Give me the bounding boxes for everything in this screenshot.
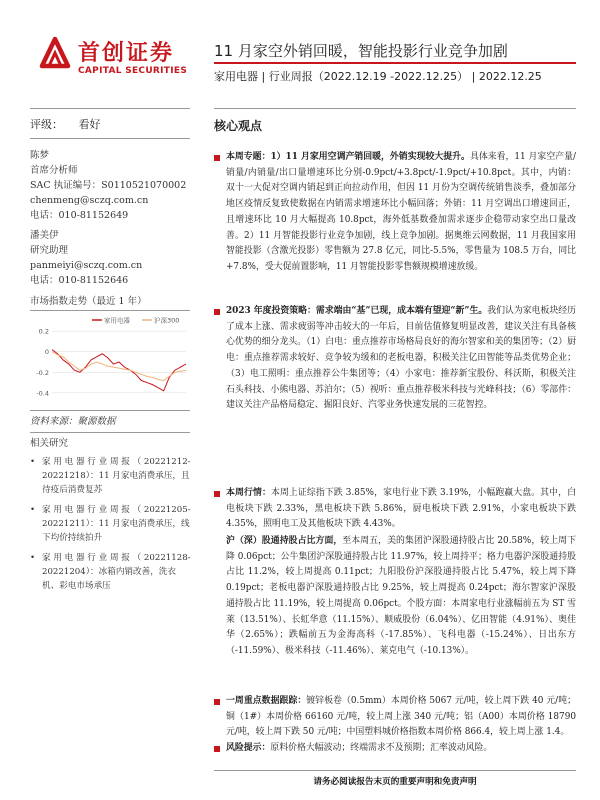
chart-svg bbox=[30, 314, 190, 404]
y-tick-label: -0.2 bbox=[36, 368, 49, 377]
data-source: 资料来源：聚源数据 bbox=[30, 416, 116, 427]
bullet-icon: • bbox=[30, 505, 36, 515]
paragraph-body: 具体来看，11 月家空产量/销量/内销量/出口量增速环比分别-0.9pct/+3.8pct/-1.9pct/+10.8pct。其中，内销：双十一大促对空调内销起到正向拉动作用，但因 11 月份为空调传统销售淡季，叠加部分地区疫情反复致使数据在内销需求增速环比小幅回落；外销：11 月空调出口增速回正，且增速环比 10 月大幅提高 10.8pct，海外低基数叠加需求逐步企稳带动家空出口量改善。2）11 月智能投影行业竞争加剧，线上竞争加剧。据奥维云网数据，11 月我国家用智能投影（含激光投影）零售额为 27.8 亿元，同比-5.5%，零售量为 108.5 万台，同比+7.8%，受大促前置影响，11 月智能投影零售额规模增速放缓。 bbox=[226, 152, 576, 272]
paragraph-body: 至本周五，美的集团沪深股通持股占比 20.58%，较上周下降 0.06pct；公牛集团沪深股通持股占比 11.97%，较上周持平；格力电器沪深股通持股占比 11.2%，较上周提高 0.11pct；九阳股份沪深股通持股占比 5.47%，较上周下降 0.19pct；老板电器沪深股通持股占比 9.25%，较上周提高 0.24pct；海尔智家沪深股通持股占比 11.19%，较上周提高 0.06pct。个股方面：本周家电行业涨幅前五为 ST 雪莱（13.51%）、长虹华意（11.15%）、顺威股份（6.04%）、亿田智能（4.91%）、奥佳华（2.65%）；跌幅前五为金海高科（-17.85%）、飞科电器（-15.24%）、日出东方（-11.59%）、极米科技（-11.46%）、莱克电气（-10.13%）。 bbox=[226, 536, 576, 656]
paragraph-body: 我们认为家电板块经历了成本上涨、需求疲弱等冲击较大的一年后，目前估值修复明显改善，建议关注有具备核心优势的细分龙头。（1）白电：重点推荐市场格局良好的海尔智家和美的集团等；（2）厨电：重点推荐需求较好、竞争较为缓和的老板电器，积极关注亿田智能等品类优势企业；（3）电工照明：重点推荐公牛集团等；（4）小家电：推荐新宝股份、科沃斯，积极关注石头科技、小熊电器、苏泊尔；（5）视听：重点推荐极米科技与光峰科技；（6）零部件：建议关注产品格局稳定、掘阳良好、汽零业务快速发展的三花智控。 bbox=[226, 306, 576, 411]
paragraph-body: 镀锌板卷（0.5mm）本周价格 5067 元/吨，较上周下跌 40 元/吨；铜（1#）本周价格 66160 元/吨，较上周上涨 340 元/吨；铝（A00）本周价格 18790 元/吨，较上周下跌 50 元/吨；中国塑料城价格指数本周价格 866.4，较上周上涨 1.4。 bbox=[226, 696, 577, 738]
analyst-2-name: 潘美伊 bbox=[30, 230, 59, 241]
analyst-2-phone: 电话：010-81152646 bbox=[30, 275, 129, 286]
related-heading: 相关研究 bbox=[30, 438, 69, 449]
series-line-2 bbox=[52, 352, 186, 381]
paragraph-strategy bbox=[214, 304, 576, 414]
core-views-heading: 核心观点 bbox=[214, 119, 263, 133]
related-item-3[interactable]: • 家 用 电 器 行 业 周 报 （ 20221128-20221204）：冰箱内销改善，洗衣机、彩电市场承压 bbox=[30, 553, 191, 591]
analyst-2 bbox=[30, 228, 142, 288]
related-item-1[interactable]: • 家 用 电 器 行 业 周 报 （ 20221212-20221218）：11 月家电消费承压，且待疫后消费复苏 bbox=[30, 457, 191, 495]
square-bullet-icon bbox=[214, 309, 220, 315]
right-top-divider bbox=[214, 108, 576, 109]
analyst-1-sac: SAC 执证编号：S0110521070002 bbox=[30, 180, 187, 191]
title-divider bbox=[214, 62, 576, 64]
analyst-2-email[interactable]: panmeiyi@sczq.com.cn bbox=[30, 260, 143, 271]
logo-mark-icon bbox=[38, 36, 72, 70]
paragraph-body: 本周上证综指下跌 3.85%，家电行业下跌 3.19%，小幅跑赢大盘。其中，白电板块下跌 2.33%，黑电板块下跌 5.86%，厨电板块下跌 2.91%，小家电板块下跌 4.35%，照明电工及其他板块下跌 4.43%。 bbox=[226, 488, 577, 530]
rating-value: 看好 bbox=[78, 118, 101, 131]
square-bullet-icon bbox=[214, 155, 220, 161]
rating bbox=[30, 116, 101, 132]
legend-label: 沪深300 bbox=[154, 316, 180, 325]
square-bullet-icon bbox=[214, 491, 220, 497]
company-logo bbox=[38, 34, 208, 82]
analyst-2-title: 研究助理 bbox=[30, 245, 69, 256]
paragraph-body: 原料价格大幅波动；终端需求不及预期；汇率波动风险。 bbox=[270, 743, 493, 753]
y-tick-label: -0.4 bbox=[36, 389, 49, 398]
y-tick-label: 0 bbox=[44, 348, 49, 357]
paragraph-lead: 一周重点数据跟踪： bbox=[226, 696, 307, 706]
report-subtitle: 家用电器 | 行业周报（2022.12.19 -2022.12.25） | 2022.12.25 bbox=[214, 70, 542, 83]
paragraph-lead: 沪（深）股通持股占比方面， bbox=[226, 536, 343, 546]
logo-english: CAPITAL SECURITIES bbox=[78, 66, 188, 76]
bullet-icon: • bbox=[30, 457, 36, 467]
analyst-1-email[interactable]: chenmeng@sczq.com.cn bbox=[30, 195, 149, 206]
analyst-1-name: 陈梦 bbox=[30, 150, 50, 161]
square-bullet-icon bbox=[214, 699, 220, 705]
bullet-icon: • bbox=[30, 553, 36, 563]
square-bullet-icon bbox=[214, 746, 220, 752]
paragraph-lead: 风险提示： bbox=[226, 743, 271, 753]
paragraph-holdings bbox=[214, 534, 576, 660]
paragraph-data-tracking bbox=[214, 694, 576, 741]
source-divider bbox=[30, 432, 190, 433]
analyst-1 bbox=[30, 148, 186, 223]
footer-divider bbox=[214, 770, 576, 771]
series-line-1 bbox=[52, 350, 186, 391]
left-top-divider bbox=[30, 108, 190, 109]
y-tick-label: 0.2 bbox=[38, 327, 49, 336]
analyst-1-title: 首席分析师 bbox=[30, 165, 78, 176]
rating-divider bbox=[30, 138, 190, 139]
paragraph-lead: 2023 年度投资策略：需求端由“基”已现，成本端有望迎“新”生。 bbox=[226, 306, 488, 316]
paragraph-topic bbox=[214, 150, 576, 276]
chart-heading: 市场指数走势（最近 1 年） bbox=[30, 296, 147, 307]
paragraph-lead: 本周行情： bbox=[226, 488, 271, 498]
rating-label: 评级： bbox=[30, 118, 63, 131]
disclaimer-footer: 请务必阅读报告末页的重要声明和免责声明 bbox=[313, 777, 477, 787]
chart-bottom-divider bbox=[30, 410, 190, 411]
market-index-chart bbox=[30, 314, 190, 404]
paragraph-market bbox=[214, 486, 576, 533]
analyst-1-phone: 电话：010-81152649 bbox=[30, 210, 129, 221]
paragraph-risk bbox=[214, 741, 576, 757]
paragraph-lead: 本周专题：1）11 月家用空调产销回暖，外销实现较大提升。 bbox=[226, 152, 470, 162]
related-item-2[interactable]: • 家 用 电 器 行 业 周 报 （ 20221205-20221211）：11 月家电消费承压，线下均价持续拍升 bbox=[30, 505, 191, 543]
logo-chinese: 首创证券 bbox=[78, 41, 175, 66]
legend-label: 家用电器 bbox=[104, 316, 130, 325]
chart-top-divider bbox=[30, 310, 190, 311]
report-title: 11 月家空外销回暖，智能投影行业竞争加剧 bbox=[214, 42, 508, 60]
